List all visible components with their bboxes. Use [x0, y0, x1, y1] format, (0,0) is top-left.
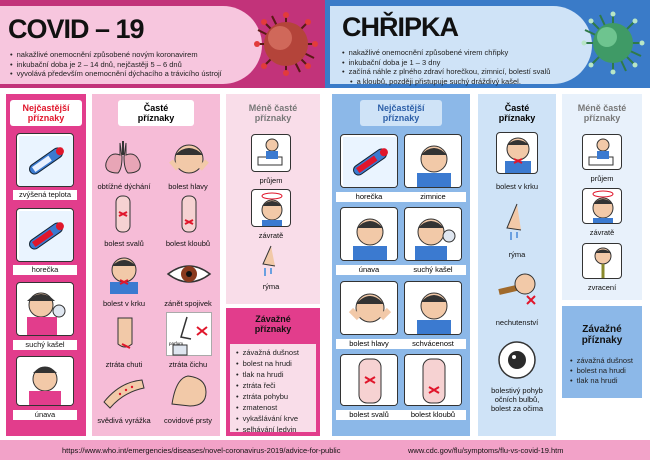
symptom-label: bolest v krku — [495, 182, 539, 191]
symptom-label: bolest v krku — [102, 299, 146, 308]
symptom-label: suchý kašel — [400, 265, 466, 275]
covid-common-title: Časté — [143, 103, 169, 113]
covid-toes-icon — [166, 372, 212, 410]
covid-less-common-title: Méně časté — [248, 103, 298, 113]
symptom-label: ztráta chuti — [105, 360, 143, 369]
symptom-label: bolest kloubů — [165, 239, 211, 248]
flu-info-item: • a kloubů, později přistupuje suchý dráždivý kašel. — [342, 77, 550, 87]
symptom-label: závratě — [258, 231, 284, 240]
symptom-label: zimnice — [400, 192, 466, 202]
symptom-label: závratě — [589, 228, 615, 237]
thermometer-icon — [17, 209, 74, 262]
symptom-card — [251, 134, 291, 172]
flu-most-common-title: příznaky — [382, 113, 420, 123]
symptom-card — [340, 281, 398, 335]
sore-throat-icon — [497, 133, 538, 174]
symptom-label: zvýšená teplota — [13, 190, 77, 200]
dizziness-icon — [252, 190, 291, 227]
covid-less-common-header — [230, 100, 316, 126]
covid-severe-title: Závažné — [255, 314, 291, 324]
symptom-label: bolest kloubů — [400, 410, 466, 420]
symptom-card — [582, 243, 622, 279]
covid-info-list — [10, 50, 222, 79]
symptom-label: bolest hlavy — [336, 339, 402, 349]
covid-title: COVID – 19 — [8, 14, 144, 44]
flu-severe-column — [562, 306, 642, 398]
symptom-label-line: očních bulbů, — [494, 395, 540, 404]
symptom-label: průjem — [590, 174, 614, 183]
covid-severe-list — [236, 347, 316, 435]
severe-symptom: • tlak na hrudi — [570, 376, 633, 386]
toilet-icon — [252, 135, 291, 172]
flu-info-list — [342, 48, 550, 86]
symptom-label: bolest hlavy — [168, 182, 208, 191]
covid-most-common-title: příznaky — [27, 113, 65, 123]
symptom-card — [340, 207, 398, 261]
lungs-icon — [100, 139, 146, 177]
runny-nose-icon — [501, 202, 533, 242]
headache-icon — [166, 139, 212, 177]
symptom-label: bolest svalů — [336, 410, 402, 420]
tongue-taste-icon — [108, 314, 142, 354]
severe-symptom: • ztráta pohybu — [236, 391, 316, 402]
symptom-label-line: bolest za očima — [490, 404, 544, 413]
symptom-label: svědivá vyrážka — [97, 416, 151, 425]
symptom-label: ztráta čichu — [168, 360, 208, 369]
flu-common-title: Časté — [504, 103, 530, 113]
symptom-card — [340, 354, 398, 406]
muscle-pain-icon — [108, 194, 138, 234]
symptom-label: horečka — [336, 192, 402, 202]
covid-common-title: příznaky — [137, 113, 175, 123]
symptom-card — [16, 356, 74, 406]
flu-info-item: • nakažlivé onemocnění způsobené virem chřipky — [342, 48, 550, 58]
flu-most-common-title: Nejčastější — [377, 103, 425, 113]
severe-symptom: • ztráta řeči — [236, 380, 316, 391]
symptom-card — [404, 354, 462, 406]
exhaustion-icon — [405, 282, 462, 335]
joint-pain-icon — [405, 355, 462, 406]
flu-header-panel — [330, 6, 592, 84]
muscle-pain-icon — [341, 355, 398, 406]
symptom-card — [404, 134, 462, 188]
covid-common-header — [118, 100, 194, 126]
flu-severe-header — [566, 324, 638, 350]
flu-less-common-header — [566, 100, 638, 126]
dizziness-icon — [583, 189, 622, 224]
symptom-label: rýma — [262, 282, 280, 291]
symptom-card — [251, 189, 291, 227]
severe-symptom: • zmatenost — [236, 402, 316, 413]
tired-person-icon — [17, 357, 74, 406]
symptom-label: covidové prsty — [164, 416, 212, 425]
perfume-label: parfum — [169, 341, 184, 346]
covid-severe-title: příznaky — [254, 324, 292, 334]
symptom-label: horečka — [13, 265, 77, 275]
symptom-card — [16, 133, 74, 187]
symptom-card — [16, 208, 74, 262]
influenza-virus-icon — [580, 10, 646, 76]
flu-severe-list — [570, 356, 633, 386]
coughing-person-icon — [17, 283, 74, 336]
symptom-card — [404, 207, 462, 261]
symptom-card — [340, 134, 398, 188]
covid-most-common-header — [10, 100, 82, 126]
symptom-label: obtížné dýchání — [97, 182, 151, 191]
covid-info-item: • nakažlivé onemocnění způsobené novým koronavirem — [10, 50, 222, 60]
flu-severe-title: Závažné — [582, 324, 622, 335]
covid-severe-header — [230, 312, 316, 338]
symptom-card — [404, 281, 462, 335]
symptom-label-line: bolestivý pohyb — [491, 386, 543, 395]
vomiting-icon — [583, 244, 622, 279]
symptom-label: nechutenství — [495, 318, 539, 327]
thermometer-icon — [17, 134, 74, 187]
flu-less-common-title: Méně časté — [577, 103, 627, 113]
itchy-rash-icon — [100, 372, 146, 410]
cdc-source-link[interactable]: www.cdc.gov/flu/symptoms/flu-vs-covid-19.htm — [408, 446, 564, 455]
covid-header-panel — [0, 6, 262, 84]
symptom-label: bolest svalů — [104, 239, 144, 248]
severe-symptom: • vykašlávání krve — [236, 413, 316, 424]
symptom-label: únava — [336, 265, 402, 275]
covid-most-common-title: Nejčastější — [22, 103, 70, 113]
joint-pain-icon — [174, 194, 204, 234]
symptom-label: schvácenost — [400, 339, 466, 349]
covid-severe-column — [226, 308, 320, 436]
tired-person-icon — [341, 208, 398, 261]
flu-common-header — [484, 100, 550, 126]
severe-symptom: • tlak na hrudi — [236, 369, 316, 380]
chills-icon — [405, 135, 462, 188]
flu-common-title: příznaky — [498, 113, 536, 123]
severe-symptom: • závažná dušnost — [236, 347, 316, 358]
symptom-card — [16, 282, 74, 336]
nose-perfume-icon — [167, 313, 213, 357]
flu-title: CHŘIPKA — [342, 12, 459, 42]
symptom-card — [496, 132, 538, 174]
coronavirus-icon — [252, 10, 320, 78]
covid-info-item: • inkubační doba je 2 – 14 dnů, nejčastěji 5 – 6 dnů — [10, 60, 222, 70]
sore-throat-icon — [104, 254, 144, 294]
flu-severe-title: příznaky — [581, 335, 623, 346]
symptom-label: rýma — [508, 250, 526, 259]
eye-icon — [495, 340, 539, 380]
loss-of-appetite-icon — [495, 270, 539, 308]
smell-loss-card — [166, 312, 212, 356]
symptom-label: průjem — [259, 176, 283, 185]
covid-less-common-title: příznaky — [254, 113, 292, 123]
eye-icon — [166, 258, 212, 290]
toilet-icon — [583, 135, 622, 170]
covid-severe-list-panel — [230, 344, 316, 432]
covid-info-item: • vyvolává především onemocnění dýchacího a trávicího ústrojí — [10, 69, 222, 79]
severe-symptom: • bolest na hrudi — [570, 366, 633, 376]
headache-icon — [341, 282, 398, 335]
thermometer-icon — [341, 135, 398, 188]
severe-symptom: • závažná dušnost — [570, 356, 633, 366]
severe-symptom: • bolest na hrudi — [236, 358, 316, 369]
symptom-label: suchý kašel — [13, 340, 77, 350]
symptom-label: zánět spojivek — [164, 299, 212, 308]
symptom-card — [582, 188, 622, 224]
flu-info-item: • začíná náhle z plného zdraví horečkou, zimnicí, bolestí svalů — [342, 67, 550, 77]
flu-info-item: • inkubační doba je 1 – 3 dny — [342, 58, 550, 68]
flu-less-common-title: příznaky — [583, 113, 621, 123]
severe-symptom: • selhávání ledvin — [236, 424, 316, 435]
who-source-link[interactable]: https://www.who.int/emergencies/diseases/novel-coronavirus-2019/advice-for-public — [62, 446, 341, 455]
coughing-person-icon — [405, 208, 462, 261]
symptom-label: zvracení — [587, 283, 617, 292]
symptom-label: únava — [13, 410, 77, 420]
symptom-label — [484, 386, 550, 413]
symptom-card — [582, 134, 622, 170]
runny-nose-icon — [253, 244, 289, 278]
flu-most-common-header — [360, 100, 442, 126]
